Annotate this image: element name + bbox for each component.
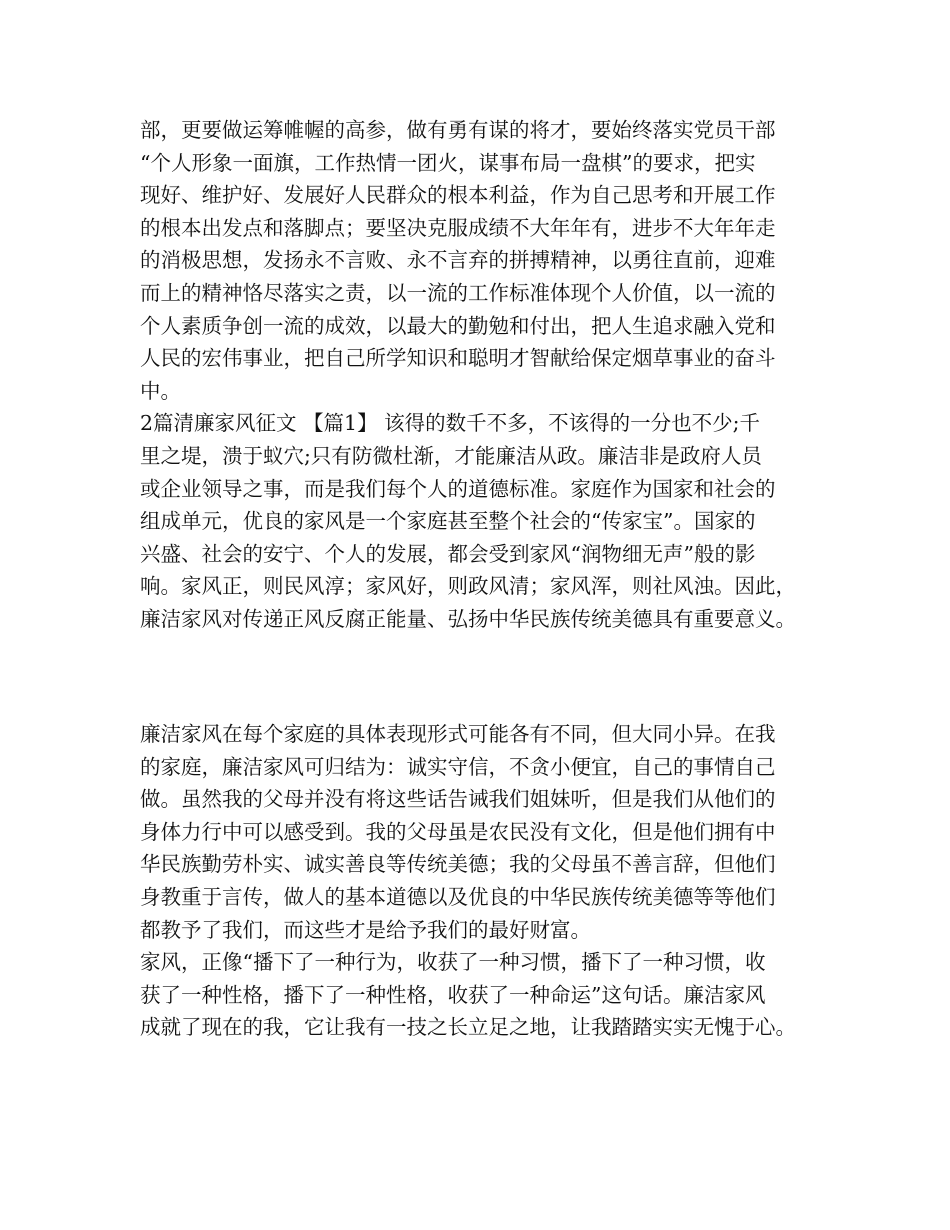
text-line: 家风，正像“播下了一种行为，收获了一种习惯，播下了一种习惯，收: [140, 950, 766, 975]
text-line: “个人形象一面旗，工作热情一团火，谋事布局一盘棋”的要求，把实: [140, 150, 756, 175]
text-block-2: [140, 718, 830, 1044]
text-line: 身体力行中可以感受到。我的父母虽是农民没有文化，但是他们拥有中: [140, 819, 776, 844]
text-line: 廉洁家风在每个家庭的具体表现形式可能各有不同，但大同小异。在我: [140, 722, 776, 746]
text-line: 而上的精神恪尽落实之责，以一流的工作标准体现个人价值，以一流的: [140, 280, 776, 305]
text-line: 成就了现在的我，它让我有一技之长立足之地，让我踏踏实实无愧于心。: [140, 1015, 796, 1040]
text-line: 华民族勤劳朴实、诚实善良等传统美德；我的父母虽不善言辞，但他们: [140, 852, 776, 877]
text-line: 里之堤，溃于蚁穴;只有防微杜渐，才能廉洁从政。廉洁非是政府人员: [140, 443, 762, 468]
text-line: 响。家风正，则民风淳；家风好，则政风清；家风浑，则社风浊。因此，: [140, 574, 796, 599]
text-line: 部，更要做运筹帷幄的高参，做有勇有谋的将才，要始终落实党员干部: [140, 118, 776, 142]
text-line: 做。虽然我的父母并没有将这些话告诫我们姐妹听，但是我们从他们的: [140, 787, 776, 812]
text-line: 人民的宏伟事业，把自己所学知识和聪明才智献给保定烟草事业的奋斗: [140, 346, 776, 371]
article-heading-line: 2篇清廉家风征文 【篇1】 该得的数千不多，不该得的一分也不少;千: [140, 411, 761, 436]
text-block-1: [140, 114, 830, 636]
text-line: 组成单元，优良的家风是一个家庭甚至整个社会的“传家宝”。国家的: [140, 509, 756, 534]
text-line: 廉洁家风对传递正风反腐正能量、弘扬中华民族传统美德具有重要意义。: [140, 606, 796, 631]
text-line: 获了一种性格，播下了一种性格，收获了一种命运”这句话。廉洁家风: [140, 982, 766, 1007]
text-line: 的根本出发点和落脚点；要坚决克服成绩不大年年有，进步不大年年走: [140, 215, 776, 240]
text-line: 或企业领导之事，而是我们每个人的道德标准。家庭作为国家和社会的: [140, 476, 776, 501]
text-line: 的家庭，廉洁家风可归结为：诚实守信，不贪小便宜，自己的事情自己: [140, 754, 776, 779]
text-line: 现好、维护好、发展好人民群众的根本利益，作为自己思考和开展工作: [140, 183, 776, 208]
text-line: 的消极思想，发扬永不言败、永不言弃的拼搏精神，以勇往直前，迎难: [140, 248, 776, 273]
text-line: 兴盛、社会的安宁、个人的发展，都会受到家风“润物细无声”般的影: [140, 541, 756, 566]
text-line: 个人素质争创一流的成效，以最大的勤勉和付出，把人生追求融入党和: [140, 313, 776, 338]
text-line: 中。: [140, 378, 181, 403]
text-line: 都教予了我们，而这些才是给予我们的最好财富。: [140, 917, 591, 942]
text-line: 身教重于言传，做人的基本道德以及优良的中华民族传统美德等等他们: [140, 884, 776, 909]
